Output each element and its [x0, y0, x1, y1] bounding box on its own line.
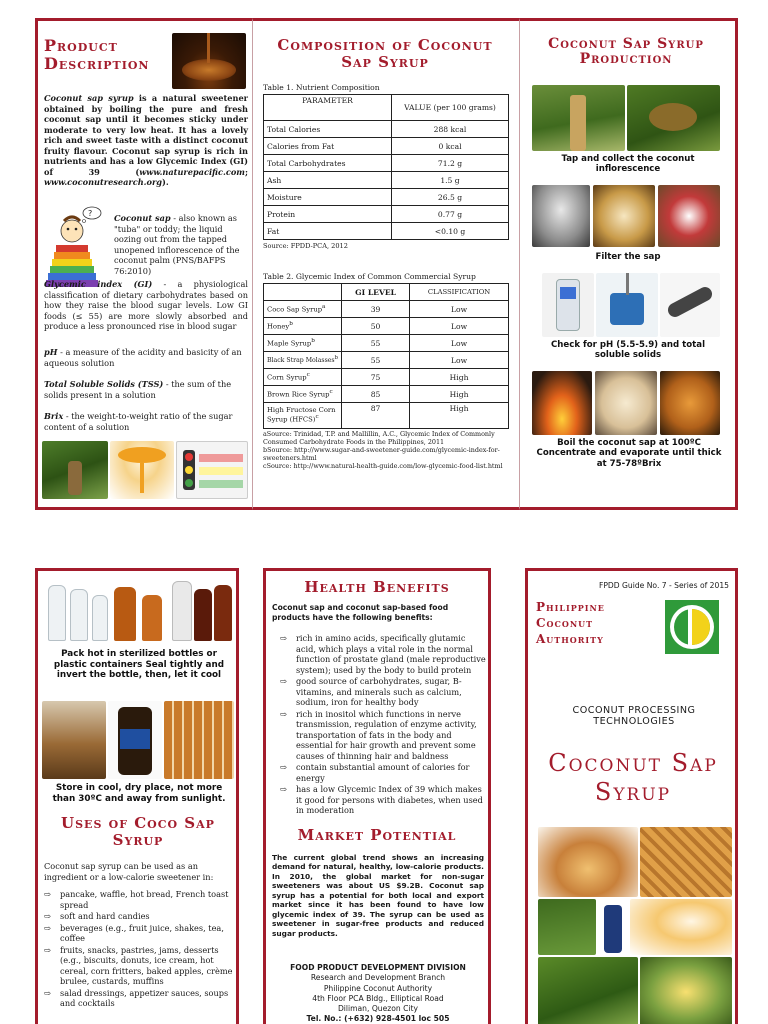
table-cell: Total Carbohydrates [264, 155, 392, 172]
production-step2-caption: Filter the sap [595, 252, 661, 262]
production-step1-caption: Tap and collect the coconut inflorescence [561, 154, 695, 175]
address-line1: 4th Floor PCA Bldg., Elliptical Road [312, 993, 444, 1003]
footnote-a: aSource: Trinidad, T.P. and Mallillin, A.C., Glycemic Index of Commonly Consumed Carbohydrate Foods in the Philippines, 2011 [263, 430, 495, 446]
syrup-name: Brown Rice Syrup [267, 390, 330, 399]
cover-title: Coconut Sap Syrup [548, 749, 718, 806]
ph-term: pH [44, 347, 58, 357]
health-benefits-title: Health Benefits [304, 578, 450, 596]
table2-footnotes [263, 430, 509, 470]
syrup-jar-photo [108, 701, 162, 779]
brix-definition [44, 411, 248, 432]
pancakes-photo [538, 827, 638, 897]
palm-leaves-cover-photo [538, 957, 638, 1024]
agency-title: Philippine Coconut Authority [536, 600, 605, 647]
table-cell: Moisture [264, 189, 392, 206]
intro-paragraph [44, 93, 248, 188]
table1-header-parameter: PARAMETER [264, 95, 392, 121]
table-row [264, 206, 509, 223]
table-cell [264, 369, 342, 386]
nutrient-composition-table [263, 94, 509, 240]
table2-header-classification: CLASSIFICATION [410, 284, 509, 301]
ph-definition [44, 347, 248, 368]
table-row [264, 403, 509, 429]
list-item: ⇨ rich in inositol which functions in nerve transmission, regulation of enzyme activity, transportation of fats in the body and essential for hair growth and prevent some causes of thinning hair and baldness [280, 709, 486, 762]
division-name: FOOD PRODUCT DEVELOPMENT DIVISION [290, 963, 466, 972]
list-item: ⇨ rich in amino acids, specifically glutamic acid, which plays a vital role in the normal function of prostate gland (male reproductive system); used by the body to build protein [280, 633, 486, 675]
gi-text: - a physiological classification of dietary carbohydrates based on how they raise the blood sugar levels. Low GI foods (≤ 55) are more slowly absorbed and produce a less pronounced rise in blood sugar [44, 279, 249, 331]
pca-logo-icon [664, 599, 720, 655]
table-cell: Ash [264, 172, 392, 189]
ph-meter-photo [596, 273, 658, 337]
footnote-mark: a [322, 304, 326, 311]
filter-step-photo-2 [593, 185, 655, 247]
table-cell: 71.2 g [392, 155, 509, 172]
production-panel [520, 18, 738, 510]
tss-text: - the sum of the solids present in a solution [44, 379, 232, 400]
table-cell: <0.10 g [392, 223, 509, 240]
sap-term: Coconut sap [114, 213, 171, 223]
table-cell: Low [410, 352, 509, 369]
syrup-name: Corn Syrup [267, 373, 307, 382]
table-cell: High [410, 403, 509, 429]
table-cell: 55 [342, 352, 410, 369]
table1-header-value: VALUE (per 100 grams) [392, 95, 509, 121]
table-cell: 288 kcal [392, 121, 509, 138]
bottles-photo [42, 575, 234, 645]
packing-step1-caption: Pack hot in sterilized bottles or plastic containers Seal tightly and invert the bottle, then, let it cool [53, 649, 225, 681]
table-cell: 75 [342, 369, 410, 386]
flower-cover-photo [640, 957, 732, 1024]
syrup-bottles-shelf-photo-1 [42, 701, 106, 779]
table-row [264, 335, 509, 352]
table2-header-blank [264, 284, 342, 301]
gi-chart-thumbnail [176, 441, 248, 499]
syrup-name: Maple Syrup [267, 339, 312, 348]
table-cell [264, 318, 342, 335]
footnote-mark: b [311, 338, 315, 345]
coconut-sap-definition [114, 213, 248, 276]
coconut-tree-cover-photo [538, 899, 596, 955]
table-cell: 55 [342, 335, 410, 352]
list-item: ⇨ has a low Glycemic Index of 39 which makes it good for persons with diabetes, when used in moderation [280, 784, 486, 816]
table-cell [264, 335, 342, 352]
table-row [264, 369, 509, 386]
uses-title: Uses of Coco Sap Syrup [61, 814, 215, 849]
cover-subtitle: COCONUT PROCESSING TECHNOLOGIES [572, 705, 696, 727]
syrup-name: High Fructose Corn Syrup (HFCS) [267, 405, 336, 424]
packing-step2-caption: Store in cool, dry place, not more than 30ºC and away from sunlight. [52, 783, 226, 804]
filter-step-photo-3 [658, 185, 720, 247]
table-cell: 85 [342, 386, 410, 403]
sap-text: - also known as "tuba" or toddy; the liquid oozing out from the tapped unopened inflorescence of the coconut palm (PNS/BAFPS 76:2010) [114, 213, 240, 276]
table2-header-gi-level: GI LEVEL [342, 284, 410, 301]
table-row [264, 189, 509, 206]
url-coconutresearch[interactable]: www.coconutresearch.org [44, 177, 162, 187]
table-cell: High [410, 369, 509, 386]
table-row [264, 223, 509, 240]
telephone: Tel. No.: (+632) 928-4501 loc 505 [306, 1014, 450, 1024]
product-description-title: Product Description [44, 36, 150, 73]
production-step4-caption: Boil the coconut sap at 100ºC Concentrate and evaporate until thick at 75-78ºBrix [536, 438, 722, 469]
table-cell: Calories from Fat [264, 138, 392, 155]
syrup-pour-photo [172, 33, 246, 89]
honey-spoon-cover-photo [630, 899, 732, 955]
list-item: ⇨ soft and hard candies [44, 911, 234, 922]
composition-panel [252, 18, 520, 510]
uses-list [44, 889, 234, 1010]
table1-source: Source: FPDD-PCA, 2012 [263, 242, 348, 250]
list-item: ⇨ contain substantial amount of calories for energy [280, 762, 486, 783]
table-cell: Total Calories [264, 121, 392, 138]
intro-end: ). [162, 177, 169, 187]
table-cell: 39 [342, 301, 410, 318]
footnote-b[interactable]: bSource: http://www.sugar-and-sweetener-guide.com/glycemic-index-for-sweeteners.html [263, 446, 500, 462]
url-separator: ; [244, 166, 248, 177]
table-cell: 0 kcal [392, 138, 509, 155]
brix-text: - the weight-to-weight ratio of the sugar content of a solution [44, 411, 233, 432]
list-item: ⇨ good source of carbohydrates, sugar, B-vitamins, and minerals such as calcium, sodium, iron for healthy body [280, 676, 486, 708]
list-item: ⇨ fruits, snacks, pastries, jams, desserts (e.g., biscuits, donuts, ice cream, hot cereal, corn fritters, baked apples, crème brulee, custards, muffins [44, 945, 234, 987]
cover-panel [525, 568, 738, 1024]
intro-text: is a natural sweetener obtained by boiling the pure and fresh coconut sap until it becomes sticky under moderate to very low heat. It has a lovely rich and sweet taste with a distinct coconut fruity flavour. Coconut sap syrup is rich in nutrients and has a low Glycemic Index (GI) of 39 ( [44, 93, 248, 177]
footnote-mark: b [289, 321, 293, 328]
syrup-spoon-photo [110, 441, 174, 499]
production-title: Coconut Sap Syrup Production [548, 36, 704, 68]
table2-caption: Table 2. Glycemic Index of Common Commercial Syrup [263, 272, 476, 281]
table-cell [264, 301, 342, 318]
svg-text:?: ? [88, 209, 93, 218]
table-row [264, 172, 509, 189]
health-benefits-panel [263, 568, 491, 1024]
table-row [264, 386, 509, 403]
footnote-mark: c [315, 414, 319, 421]
agency-name: Philippine Coconut Authority [323, 983, 433, 993]
tss-definition [44, 379, 248, 400]
table-cell: 87 [342, 403, 410, 429]
syrup-name: Honey [267, 322, 290, 331]
table-cell: Low [410, 335, 509, 352]
list-item: ⇨ pancake, waffle, hot bread, French toast spread [44, 889, 234, 910]
table-cell: 26.5 g [392, 189, 509, 206]
uses-intro: Coconut sap syrup can be used as an ingredient or a low-calorie sweetener in: [44, 861, 214, 882]
refractometer-photo [542, 273, 594, 337]
filter-step-photo-1 [532, 185, 590, 247]
table-row [264, 318, 509, 335]
inflorescence-photo [627, 85, 720, 151]
table-row [264, 301, 509, 318]
handheld-refractometer-photo [660, 273, 720, 337]
address-line2: Diliman, Quezon City [337, 1004, 419, 1013]
composition-title: Composition of Coconut Sap Syrup [277, 36, 493, 71]
table1-caption: Table 1. Nutrient Composition [263, 83, 380, 92]
table-row [264, 121, 509, 138]
guide-number: FPDD Guide No. 7 - Series of 2015 [598, 581, 729, 590]
boiling-fire-photo [532, 371, 592, 435]
table-cell: 1.5 g [392, 172, 509, 189]
boiling-pan-photo [595, 371, 657, 435]
table-cell: 0.77 g [392, 206, 509, 223]
footnote-mark: b [334, 355, 338, 362]
concentrated-syrup-photo [660, 371, 720, 435]
table-cell: High [410, 386, 509, 403]
list-item: ⇨ salad dressings, appetizer sauces, soups and cocktails [44, 988, 234, 1009]
table-cell: Low [410, 301, 509, 318]
table-row [264, 352, 509, 369]
tss-term: Total Soluble Solids (TSS) [44, 379, 164, 389]
waffle-photo [640, 827, 732, 897]
glycemic-index-table [263, 283, 509, 429]
table-row [264, 155, 509, 172]
footnote-mark: c [306, 372, 310, 379]
footnote-mark: c [329, 389, 333, 396]
brix-term: Brix [44, 411, 64, 421]
table-row [264, 138, 509, 155]
table-cell: Low [410, 318, 509, 335]
intro-term: Coconut sap syrup [44, 93, 134, 103]
branch-name: Research and Development Branch [310, 973, 446, 983]
contact-block [272, 963, 484, 1024]
glycemic-index-definition [44, 279, 248, 332]
coconut-tree-tapping-photo [532, 85, 625, 151]
list-item: ⇨ beverages (e.g., fruit juice, shakes, tea, coffee [44, 923, 234, 944]
product-description-panel [35, 18, 252, 510]
production-step3-caption: Check for pH (5.5-5.9) and total soluble solids [550, 340, 706, 361]
coconut-tree-photo [42, 441, 108, 499]
health-intro: Coconut sap and coconut sap-based food products have the following benefits: [272, 603, 449, 622]
syrup-bottle-cover-photo [598, 899, 628, 955]
url-naturepacific[interactable]: www.naturepacific.com [139, 166, 245, 177]
syrup-name: Coco Sap Syrup [267, 305, 323, 314]
footnote-c[interactable]: cSource: http://www.natural-health-guide.com/low-glycemic-food-list.html [263, 462, 503, 470]
market-potential-text: The current global trend shows an increasing demand for natural, healthy, low-calorie products. In 2010, the global market for non-sugar sweeteners was about US $9.2B. Coconut sap syrup has a potential for both local and export market since it has been found to have low glycemic index of 39. The syrup can be used as sweetener in sugar-free products and reduced sugar products. [272, 853, 484, 938]
market-potential-title: Market Potential [297, 826, 457, 844]
table-cell [264, 352, 342, 369]
table-cell: 50 [342, 318, 410, 335]
packing-uses-panel [35, 568, 239, 1024]
table-cell: Fat [264, 223, 392, 240]
ph-text: - a measure of the acidity and basicity of an aqueous solution [44, 347, 242, 368]
table-cell [264, 386, 342, 403]
table-cell [264, 403, 342, 429]
health-benefits-list [280, 633, 486, 817]
gi-term: Glycemic index (GI) [44, 279, 153, 289]
table-cell: Protein [264, 206, 392, 223]
syrup-bottles-shelf-photo-2 [164, 701, 234, 779]
syrup-name: Black Strap Molasses [267, 357, 335, 365]
